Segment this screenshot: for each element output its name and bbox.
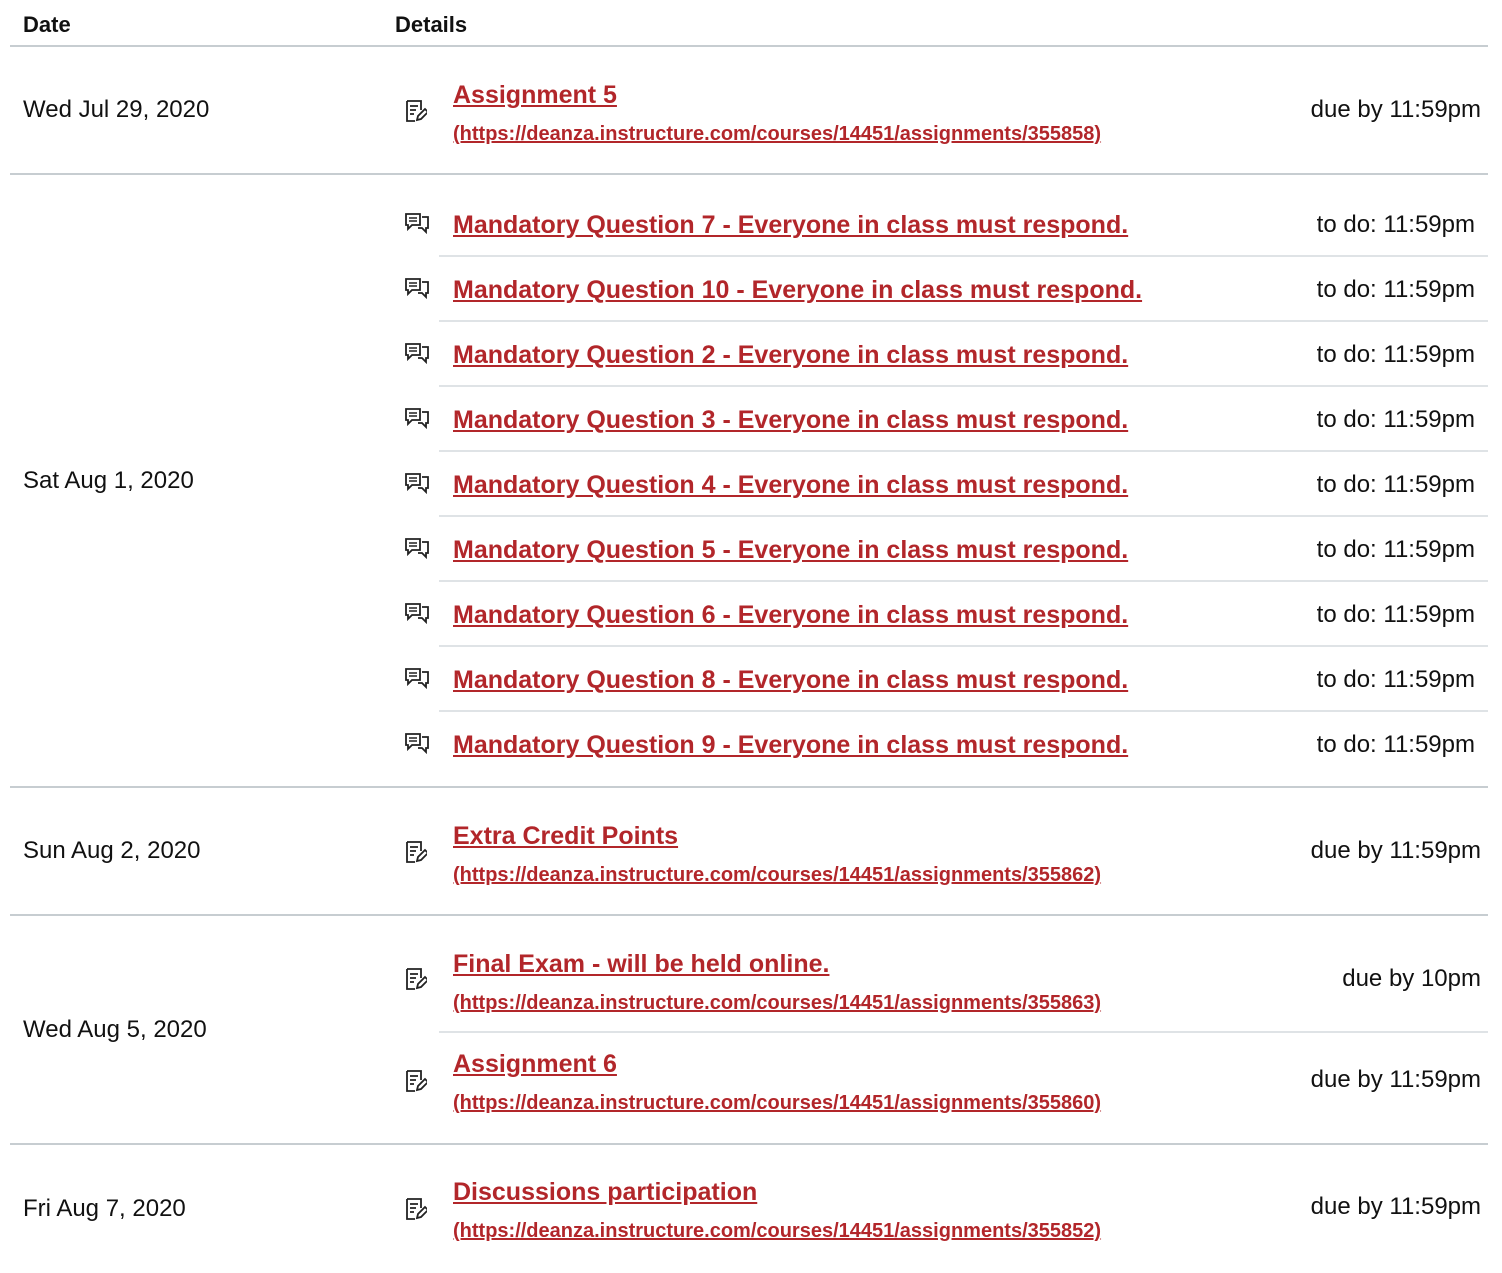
discussion-item [403, 647, 1488, 712]
details-column-header: Details [395, 12, 468, 37]
assignment-url-link[interactable]: (https://deanza.instructure.com/courses/14451/assignments/355863) [453, 992, 1102, 1014]
day-date: Wed Jul 29, 2020 [23, 96, 210, 123]
discussion-item [403, 257, 1488, 322]
assignment-icon [405, 99, 427, 123]
discussion-title-link[interactable]: Mandatory Question 8 - Everyone in class must respond. [453, 666, 1129, 694]
day-group [10, 788, 1488, 916]
discussion-title-link[interactable]: Mandatory Question 5 - Everyone in class must respond. [453, 536, 1129, 564]
assignment-icon [405, 1069, 427, 1093]
assignment-item [403, 788, 1488, 914]
assignment-item [403, 1145, 1488, 1271]
assignment-title-link[interactable]: Final Exam - will be held online. [453, 950, 830, 978]
assignment-url-link[interactable]: (https://deanza.instructure.com/courses/14451/assignments/355852) [453, 1220, 1102, 1242]
assignment-item [403, 1033, 1488, 1135]
assignment-icon [405, 967, 427, 991]
assignment-item [403, 931, 1488, 1033]
discussion-title-link[interactable]: Mandatory Question 7 - Everyone in class must respond. [453, 211, 1129, 239]
todo-time: to do: 11:59pm [1316, 211, 1475, 238]
assignment-item [403, 47, 1488, 173]
todo-time: to do: 11:59pm [1316, 406, 1475, 433]
discussion-icon [405, 602, 427, 626]
discussion-icon [405, 732, 427, 756]
discussion-title-link[interactable]: Mandatory Question 9 - Everyone in class must respond. [453, 731, 1129, 759]
discussion-icon [405, 212, 427, 236]
due-time: due by 11:59pm [1310, 837, 1481, 864]
day-group [10, 916, 1488, 1145]
todo-time: to do: 11:59pm [1316, 276, 1475, 303]
day-group [10, 47, 1488, 175]
assignment-url-link[interactable]: (https://deanza.instructure.com/courses/14451/assignments/355858) [453, 123, 1102, 145]
discussion-title-link[interactable]: Mandatory Question 10 - Everyone in class must respond. [453, 276, 1143, 304]
discussion-item [403, 712, 1488, 777]
discussion-item [403, 452, 1488, 517]
course-summary-table [10, 0, 1488, 1273]
assignment-icon [405, 1197, 427, 1221]
discussion-item [403, 582, 1488, 647]
discussion-item [403, 387, 1488, 452]
assignment-title-link[interactable]: Discussions participation [453, 1178, 758, 1206]
discussion-title-link[interactable]: Mandatory Question 4 - Everyone in class must respond. [453, 471, 1129, 499]
day-date: Fri Aug 7, 2020 [23, 1195, 186, 1222]
todo-time: to do: 11:59pm [1316, 471, 1475, 498]
assignment-icon [405, 840, 427, 864]
discussion-icon [405, 667, 427, 691]
due-time: due by 10pm [1342, 965, 1481, 992]
due-time: due by 11:59pm [1310, 1193, 1481, 1220]
discussion-item [403, 322, 1488, 387]
day-date: Sun Aug 2, 2020 [23, 837, 201, 864]
assignment-title-link[interactable]: Assignment 5 [453, 81, 617, 109]
discussion-icon [405, 277, 427, 301]
discussion-title-link[interactable]: Mandatory Question 2 - Everyone in class must respond. [453, 341, 1129, 369]
assignment-title-link[interactable]: Extra Credit Points [453, 822, 679, 850]
due-time: due by 11:59pm [1310, 96, 1481, 123]
discussion-item [403, 517, 1488, 582]
day-group [10, 1145, 1488, 1273]
todo-time: to do: 11:59pm [1316, 601, 1475, 628]
discussion-icon [405, 342, 427, 366]
todo-time: to do: 11:59pm [1316, 536, 1475, 563]
discussion-title-link[interactable]: Mandatory Question 3 - Everyone in class must respond. [453, 406, 1129, 434]
discussion-item [403, 192, 1488, 257]
todo-time: to do: 11:59pm [1316, 731, 1475, 758]
table-header [10, 0, 1488, 47]
day-date: Sat Aug 1, 2020 [23, 466, 194, 494]
day-date: Wed Aug 5, 2020 [23, 1015, 207, 1043]
todo-time: to do: 11:59pm [1316, 666, 1475, 693]
day-group [10, 175, 1488, 788]
assignment-url-link[interactable]: (https://deanza.instructure.com/courses/14451/assignments/355860) [453, 1092, 1102, 1114]
discussion-icon [405, 537, 427, 561]
assignment-title-link[interactable]: Assignment 6 [453, 1050, 617, 1078]
discussion-icon [405, 472, 427, 496]
due-time: due by 11:59pm [1310, 1066, 1481, 1093]
discussion-title-link[interactable]: Mandatory Question 6 - Everyone in class must respond. [453, 601, 1129, 629]
todo-time: to do: 11:59pm [1316, 341, 1475, 368]
discussion-icon [405, 407, 427, 431]
date-column-header: Date [23, 12, 71, 37]
assignment-url-link[interactable]: (https://deanza.instructure.com/courses/14451/assignments/355862) [453, 864, 1102, 886]
